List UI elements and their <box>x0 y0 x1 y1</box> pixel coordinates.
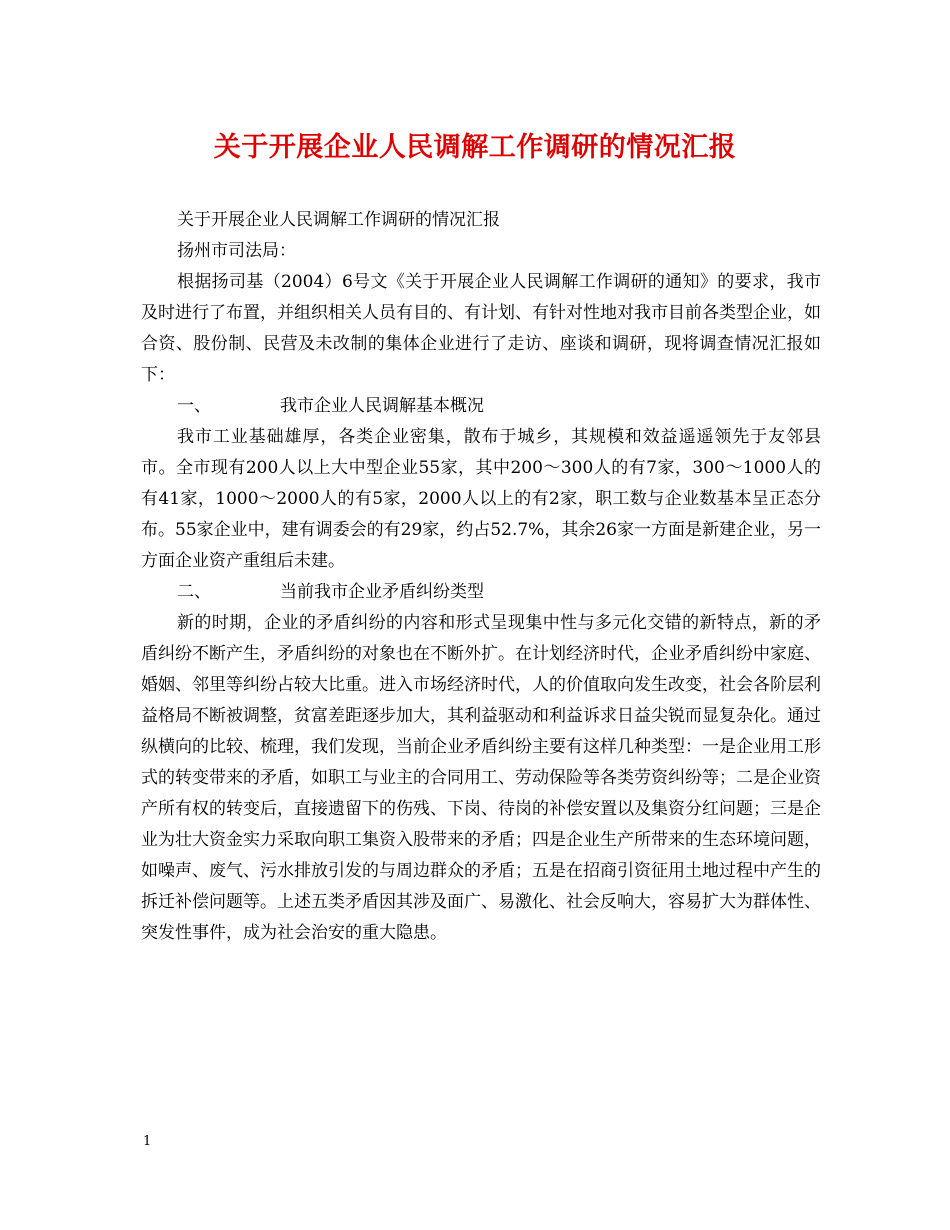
section2-heading <box>141 577 821 608</box>
section1-number: 一、 <box>177 396 211 416</box>
subtitle-line: 关于开展企业人民调解工作调研的情况汇报 <box>177 210 500 230</box>
recipient-line: 扬州市司法局： <box>177 241 296 261</box>
section1-paragraph: 我市工业基础雄厚，各类企业密集，散布于城乡，其规模和效益遥遥领先于友邻县市。全市现有200人以上大中型企业55家，其中200～300人的有7家，300～1000人的有41家，1000～2000人的有5家，2000人以上的有2家，职工数与企业数基本呈正态分布。55家企业中，建有调委会的有29家，约占52.7%，其余26家一方面是新建企业，另一方面企业资产重组后未建。 <box>141 427 821 571</box>
section2-number: 二、 <box>177 582 211 602</box>
intro-paragraph: 根据扬司基（2004）6号文《关于开展企业人民调解工作调研的通知》的要求，我市及时进行了布置，并组织相关人员有目的、有计划、有针对性地对我市目前各类型企业，如合资、股份制、民营及未改制的集体企业进行了走访、座谈和调研，现将调查情况汇报如下： <box>141 272 821 385</box>
page-number: 1 <box>143 1134 152 1149</box>
section1-title: 我市企业人民调解基本概况 <box>280 396 484 416</box>
section1-heading <box>141 391 821 422</box>
section2-title: 当前我市企业矛盾纠纷类型 <box>280 582 484 602</box>
section2-paragraph: 新的时期，企业的矛盾纠纷的内容和形式呈现集中性与多元化交错的新特点，新的矛盾纠纷不断产生，矛盾纠纷的对象也在不断外扩。在计划经济时代，企业矛盾纠纷中家庭、婚姻、邻里等纠纷占较大比重。进入市场经济时代，人的价值取向发生改变，社会各阶层利益格局不断被调整，贫富差距逐步加大，其利益驱动和利益诉求日益尖锐而显复杂化。通过纵横向的比较、梳理，我们发现，当前企业矛盾纠纷主要有这样几种类型：一是企业用工形式的转变带来的矛盾，如职工与业主的合同用工、劳动保险等各类劳资纠纷等；二是企业资产所有权的转变后，直接遗留下的伤残、下岗、待岗的补偿安置以及集资分红问题；三是企业为壮大资金实力采取向职工集资入股带来的矛盾；四是企业生产所带来的生态环境问题，如噪声、废气、污水排放引发的与周边群众的矛盾；五是在招商引资征用土地过程中产生的拆迁补偿问题等。上述五类矛盾因其涉及面广、易激化、社会反响大，容易扩大为群体性、突发性事件，成为社会治安的重大隐患。 <box>141 613 821 943</box>
document-body <box>141 205 821 949</box>
document-title: 关于开展企业人民调解工作调研的情况汇报 <box>213 132 737 163</box>
